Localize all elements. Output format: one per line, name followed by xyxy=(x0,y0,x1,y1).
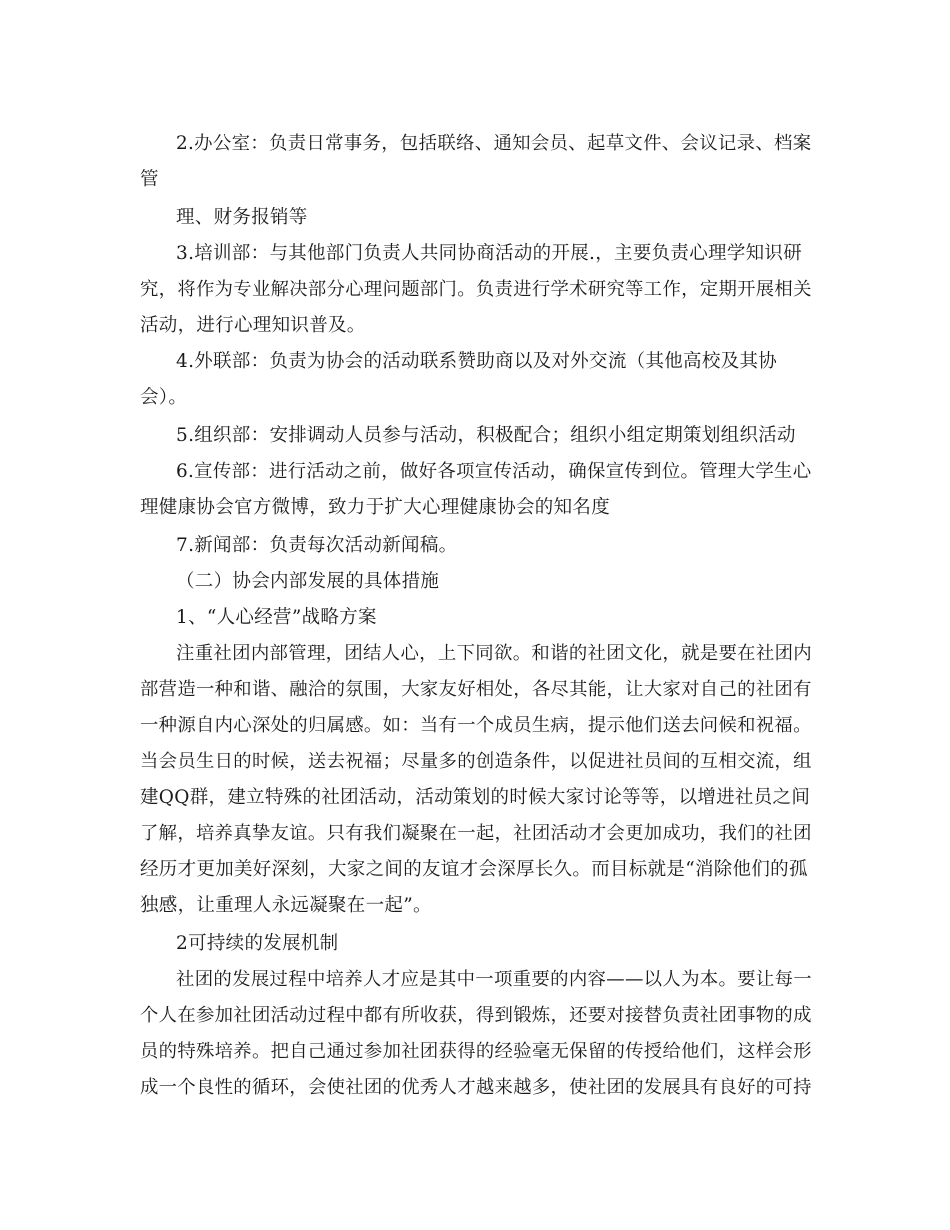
paragraph-line: 3.培训部：与其他部门负责人共同协商活动的开展.，主要负责心理学知识研 xyxy=(176,243,803,264)
paragraph-line: 活动，进行心理知识普及。 xyxy=(140,315,366,336)
paragraph-line: 了解，培养真挚友谊。只有我们凝聚在一起，社团活动才会更加成功，我们的社团 xyxy=(140,823,812,844)
paragraph-line: 会）。 xyxy=(140,387,188,408)
paragraph-line: 理、财务报销等 xyxy=(176,207,308,228)
paragraph-line: 理健康协会官方微博，致力于扩大心理健康协会的知名度 xyxy=(140,497,611,518)
paragraph-line: 部营造一种和谐、融洽的氛围，大家友好相处，各尽其能，让大家对自己的社团有 xyxy=(140,679,812,700)
paragraph-line: 当会员生日的时候，送去祝福；尽量多的创造条件，以促进社员间的互相交流，组 xyxy=(140,751,812,772)
paragraph-line: 5.组织部：安排调动人员参与活动，积极配合；组织小组定期策划组织活动 xyxy=(176,425,796,446)
paragraph-line: 6.宣传部：进行活动之前，做好各项宣传活动，确保宣传到位。管理大学生心 xyxy=(176,461,812,482)
paragraph-line: 管 xyxy=(140,169,159,190)
paragraph-line: 独感，让重理人永远凝聚在一起”。 xyxy=(140,895,432,916)
paragraph-line: 4.外联部：负责为协会的活动联系赞助商以及对外交流（其他高校及其协 xyxy=(176,351,778,372)
paragraph-line: 一种源自内心深处的归属感。如：当有一个成员生病，提示他们送去问候和祝福。 xyxy=(140,715,812,736)
paragraph-line: 个人在参加社团活动过程中都有所收获，得到锻炼，还要对接替负责社团事物的成 xyxy=(140,1005,812,1026)
paragraph-line: 社团的发展过程中培养人才应是其中一项重要的内容——以人为本。要让每一 xyxy=(176,969,813,990)
paragraph-line: 员的特殊培养。把自己通过参加社团获得的经验毫无保留的传授给他们，这样会形 xyxy=(140,1041,812,1062)
paragraph-line: 7.新闻部：负责每次活动新闻稿。 xyxy=(176,535,458,556)
section-heading: （二）协会内部发展的具体措施 xyxy=(176,571,440,592)
paragraph-line: 建QQ群，建立特殊的社团活动，活动策划的时候大家讨论等等，以增进社员之间 xyxy=(140,787,811,808)
paragraph-line: 经历才更加美好深刻，大家之间的友谊才会深厚长久。而目标就是“消除他们的孤 xyxy=(140,859,808,880)
paragraph-line: 2.办公室：负责日常事务，包括联络、通知会员、起草文件、会议记录、档案 xyxy=(176,133,812,154)
subsection-heading: 2可持续的发展机制 xyxy=(176,933,339,954)
subsection-heading: 1、“人心经营”战略方案 xyxy=(176,607,377,628)
paragraph-line: 究，将作为专业解决部分心理问题部门。负责进行学术研究等工作，定期开展相关 xyxy=(140,279,812,300)
paragraph-line: 注重社团内部管理，团结人心，上下同欲。和谐的社团文化，就是要在社团内 xyxy=(176,643,813,664)
paragraph-line: 成一个良性的循环，会使社团的优秀人才越来越多，使社团的发展具有良好的可持 xyxy=(140,1077,812,1098)
